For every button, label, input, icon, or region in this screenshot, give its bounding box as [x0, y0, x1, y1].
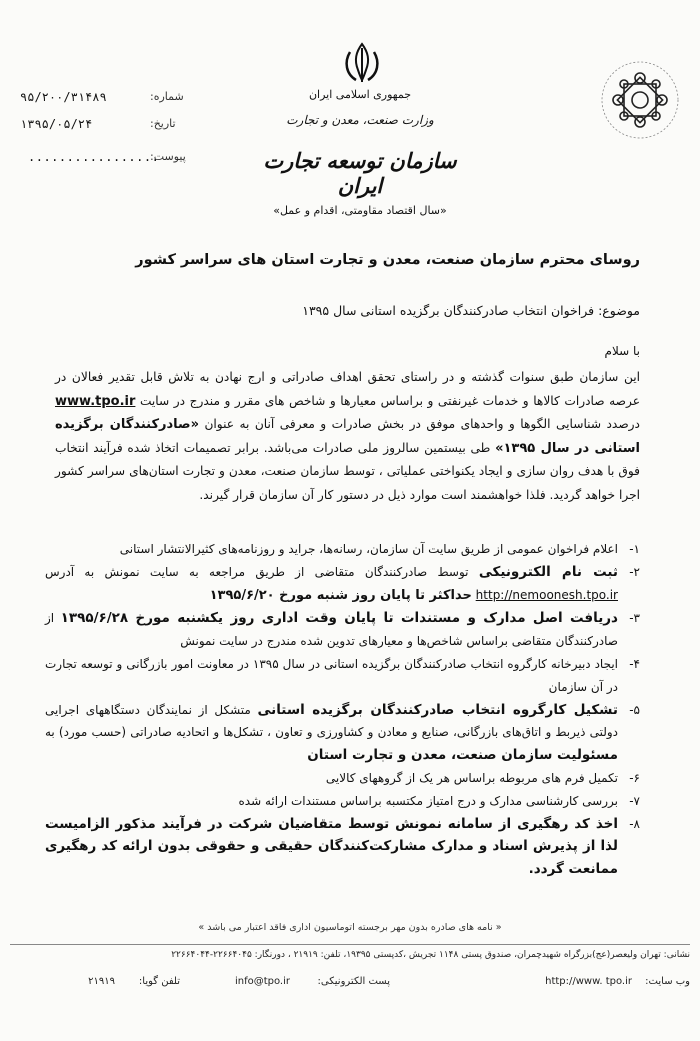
list-item: ۱- اعلام فراخوان عمومی از طریق سایت آن سازمان، رسانه‌ها، جراید و روزنامه‌های کثیرالانتشار استانی	[119, 542, 640, 556]
website-value[interactable]: http://www. tpo.ir	[545, 976, 632, 987]
date-value: ۱۳۹۵/۰۵/۲۴	[20, 117, 93, 131]
phone-value: ۲۱۹۱۹	[88, 976, 115, 987]
list-item: ۸- اخذ کد رهگیری از سامانه نمونش توسط متقاضیان شرکت در فرآیند مذکور الزامیست لذا از پذیرش اسناد و مدارک مشارکت‌کنندگان حقیقی و حقوقی بدون ارائه کد رهگیری ممانعت گردد.	[45, 815, 640, 878]
footer-divider	[10, 944, 690, 945]
tpo-logo-icon	[592, 48, 692, 158]
recipient-line: روسای محترم سازمان صنعت، معدن و تجارت استان های سراسر کشور	[135, 252, 640, 268]
list-item: ۶- تکمیل فرم های مربوطه براساس هر یک از گروههای کالایی	[325, 770, 640, 785]
list-item: ۷- بررسی کارشناسی مدارک و درج امتیاز مکتسبه براساس مستندات ارائه شده	[238, 793, 640, 808]
selected-exporters-title: «صادرکنندگان برگزیده استانی در سال ۱۳۹۵»	[55, 417, 640, 456]
intro-paragraph: این سازمان طبق سنوات گذشته و در راستای تحقق اهداف صادراتی و ارج نهادن به تلاش قابل تقدیر فعالان در عرصه صادرات کالاها و خدمات غیرنفتی و براساس معیارها و شاخص های مقرر و مندرج در سایت www.tpo.ir درصدد شناسایی الگوها و واحدهای موفق در بخش صادرات و معرفی آنان به عنوان «صادرکنندگان برگزیده استانی در سال ۱۳۹۵» طی بیستمین سالروز ملی صادرات می‌باشد. برابر تصمیمات اتخاذ شده فرآیند انتخاب فوق با هدف روان سازی و ایجاد یکنواختی عملیاتی ، توسط سازمان صنعت، معدن و تجارت استان‌های سراسر کشور اجرا خواهد گردید. فلذا خواهشمند است موارد ذیل در دستور کار آن سازمان قرار گیرند.	[55, 370, 640, 502]
attachment-label: پیوست:	[150, 150, 186, 163]
nemoonesh-link[interactable]: http://nemoonesh.tpo.ir	[475, 587, 618, 602]
footer-address: نشانی: تهران ولیعصر(عج)بزرگراه شهیدچمران، صندوق پستی ۱۱۴۸ تجریش ،کدپستی ۱۹۳۹۵، تلفن: ۲۱۹۱۹ ، دورنگار: ۲۲۶۶۴۰۴۵-۲۲۶۶۴۰۴۴	[171, 950, 690, 960]
greeting: با سلام	[604, 344, 640, 358]
phone-label: تلفن گویا:	[138, 976, 180, 987]
validity-note: « نامه های صادره بدون مهر برجسته اتوماسیون اداری فاقد اعتبار می باشد »	[198, 922, 502, 933]
website-label: وب سایت:	[645, 976, 690, 987]
list-item: ۵- تشکیل کارگروه انتخاب صادرکنندگان برگزیده استانی متشکل از نمایندگان دستگاههای اجرایی دولتی ذیربط و اتاق‌های بازرگانی، صنایع و معادن و کشاورزی و تعاون ، تشکل‌ها و اتحادیه صادراتی (حسب مورد) به مسئولیت سازمان صنعت، معدن و تجارت استان	[45, 701, 640, 764]
year-slogan: «سال اقتصاد مقاومتی، اقدام و عمل»	[273, 204, 447, 217]
list-item: ۲- ثبت نام الکترونیکی توسط صادرکنندگان متقاضی از طریق مراجعه به سایت نمونش به آدرس http://nemoonesh.tpo.ir حداکثر تا پایان روز شنبه مورخ ۱۳۹۵/۶/۲۰	[45, 563, 640, 603]
iran-emblem-icon	[340, 40, 384, 86]
subject-line: موضوع: فراخوان انتخاب صادرکنندگان برگزیده استانی سال ۱۳۹۵	[302, 303, 640, 318]
list-item: ۳- دریافت اصل مدارک و مستندات تا پایان وقت اداری روز یکشنبه مورخ ۱۳۹۵/۶/۲۸ از صادرکنندگان متقاضی براساس شاخص‌ها و معیارهای تدوین شده مندرج در سایت نمونش	[45, 610, 640, 649]
number-value: ۹۵/۲۰۰/۳۱۴۸۹	[20, 90, 107, 104]
tpo-website-link[interactable]: www.tpo.ir	[55, 393, 136, 409]
email-value[interactable]: info@tpo.ir	[234, 976, 290, 987]
organization-name: سازمان توسعه تجارت ایران	[263, 148, 457, 198]
date-label: تاریخ:	[150, 117, 176, 130]
letter-page: جمهوری اسلامی ایران وزارت صنعت، معدن و تجارت سازمان توسعه تجارت ایران «سال اقتصاد مقاومتی، اقدام و عمل» شماره: ۹۵/۲۰۰/۳۱۴۸۹ تاریخ: ۱۳۹۵/۰۵/۲۴ پیوست: ................. روسای محترم سازمان صنعت، معدن و تجارت استان های سراسر کشور موضوع: فراخوان انتخاب صادرکنندگان برگزیده استانی سال ۱۳۹۵ با سلام این سازمان طبق سنوات گذشته و در راستای تحقق اهداف صادراتی و ارج نهادن به تلاش قابل تقدیر فعالان در عرصه صادرات کالاها و خدمات غیرنفتی و براساس معیارها و شاخص های مقرر و مندرج در سایت www.tpo.ir درصدد شناسایی الگوها و واحدهای موفق در بخش صادرات و معرفی آنان به عنوان «صادرکنندگان برگزیده استانی در سال ۱۳۹۵» طی بیستمین سالروز ملی صادرات می‌باشد. برابر تصمیمات اتخاذ شده فرآیند انتخاب فوق با هدف روان سازی و ایجاد یکنواختی عملیاتی ، توسط سازمان صنعت، معدن و تجارت استان‌های سراسر کشور اجرا خواهد گردید. فلذا خواهشمند است موارد ذیل در دستور کار آن سازمان قرار گیرند. ۱- اعلام فراخوان عمومی از طریق سایت آن سازمان، رسانه‌ها، جراید و روزنامه‌های کثیرالانتشار استانی ۲- ثبت نام الکترونیکی توسط صادرکنندگان متقاضی از طریق مراجعه به سایت نمونش به آدرس http://nemoonesh.tpo.ir حداکثر تا پایان روز شنبه مورخ ۱۳۹۵/۶/۲۰ ۳- دریافت اصل مدارک و مستندات تا پایان وقت اداری روز یکشنبه مورخ ۱۳۹۵/۶/۲۸ از صادرکنندگان متقاضی براساس شاخص‌ها و معیارهای تدوین شده مندرج در سایت نمونش ۴- ایجاد دبیرخانه کارگروه انتخاب صادرکنندگان برگزیده استانی در سال ۱۳۹۵ در معاونت امور بازرگانی و توسعه تجارت در آن سازمان ۵- تشکیل کارگروه انتخاب صادرکنندگان برگزیده استانی متشکل از نمایندگان دستگاههای اجرایی دولتی ذیربط و اتاق‌های بازرگانی، صنایع و معادن و کشاورزی و تعاون ، تشکل‌ها و اتحادیه صادراتی (حسب مورد) به مسئولیت سازمان صنعت، معدن و تجارت استان ۶- تکمیل فرم های مربوطه براساس هر یک از گروههای کالایی ۷- بررسی کارشناسی مدارک و درج امتیاز مکتسبه براساس مستندات ارائه شده ۸- اخذ کد رهگیری از سامانه نمونش توسط متقاضیان شرکت در فرآیند مذکور الزامیست لذا از پذیرش اسناد و مدارک مشارکت‌کنندگان حقیقی و حقوقی بدون ارائه کد رهگیری ممانعت گردد. « نامه های صادره بدون مهر برجسته اتوماسیون اداری فاقد اعتبار می باشد » نشانی: تهران ولیعصر(عج)بزرگراه شهیدچمران، صندوق پستی ۱۱۴۸ تجریش ،کدپستی ۱۹۳۹۵، تلفن: ۲۱۹۱۹ ، دورنگار: ۲۲۶۶۴۰۴۵-۲۲۶۶۴۰۴۴ وب سایت: http://www. tpo.ir پست الکترونیکی: info@tpo.ir تلفن گویا: ۲۱۹۱۹	[0, 0, 700, 1041]
action-items-list	[45, 538, 640, 881]
ministry-name: وزارت صنعت، معدن و تجارت	[286, 113, 434, 127]
number-label: شماره:	[150, 90, 184, 103]
list-item: ۴- ایجاد دبیرخانه کارگروه انتخاب صادرکنندگان برگزیده استانی در سال ۱۳۹۵ در معاونت امور بازرگانی و توسعه تجارت در آن سازمان	[45, 656, 640, 694]
email-label: پست الکترونیکی:	[317, 976, 390, 987]
tpo-logo	[592, 48, 692, 158]
republic-name: جمهوری اسلامی ایران	[308, 88, 412, 101]
